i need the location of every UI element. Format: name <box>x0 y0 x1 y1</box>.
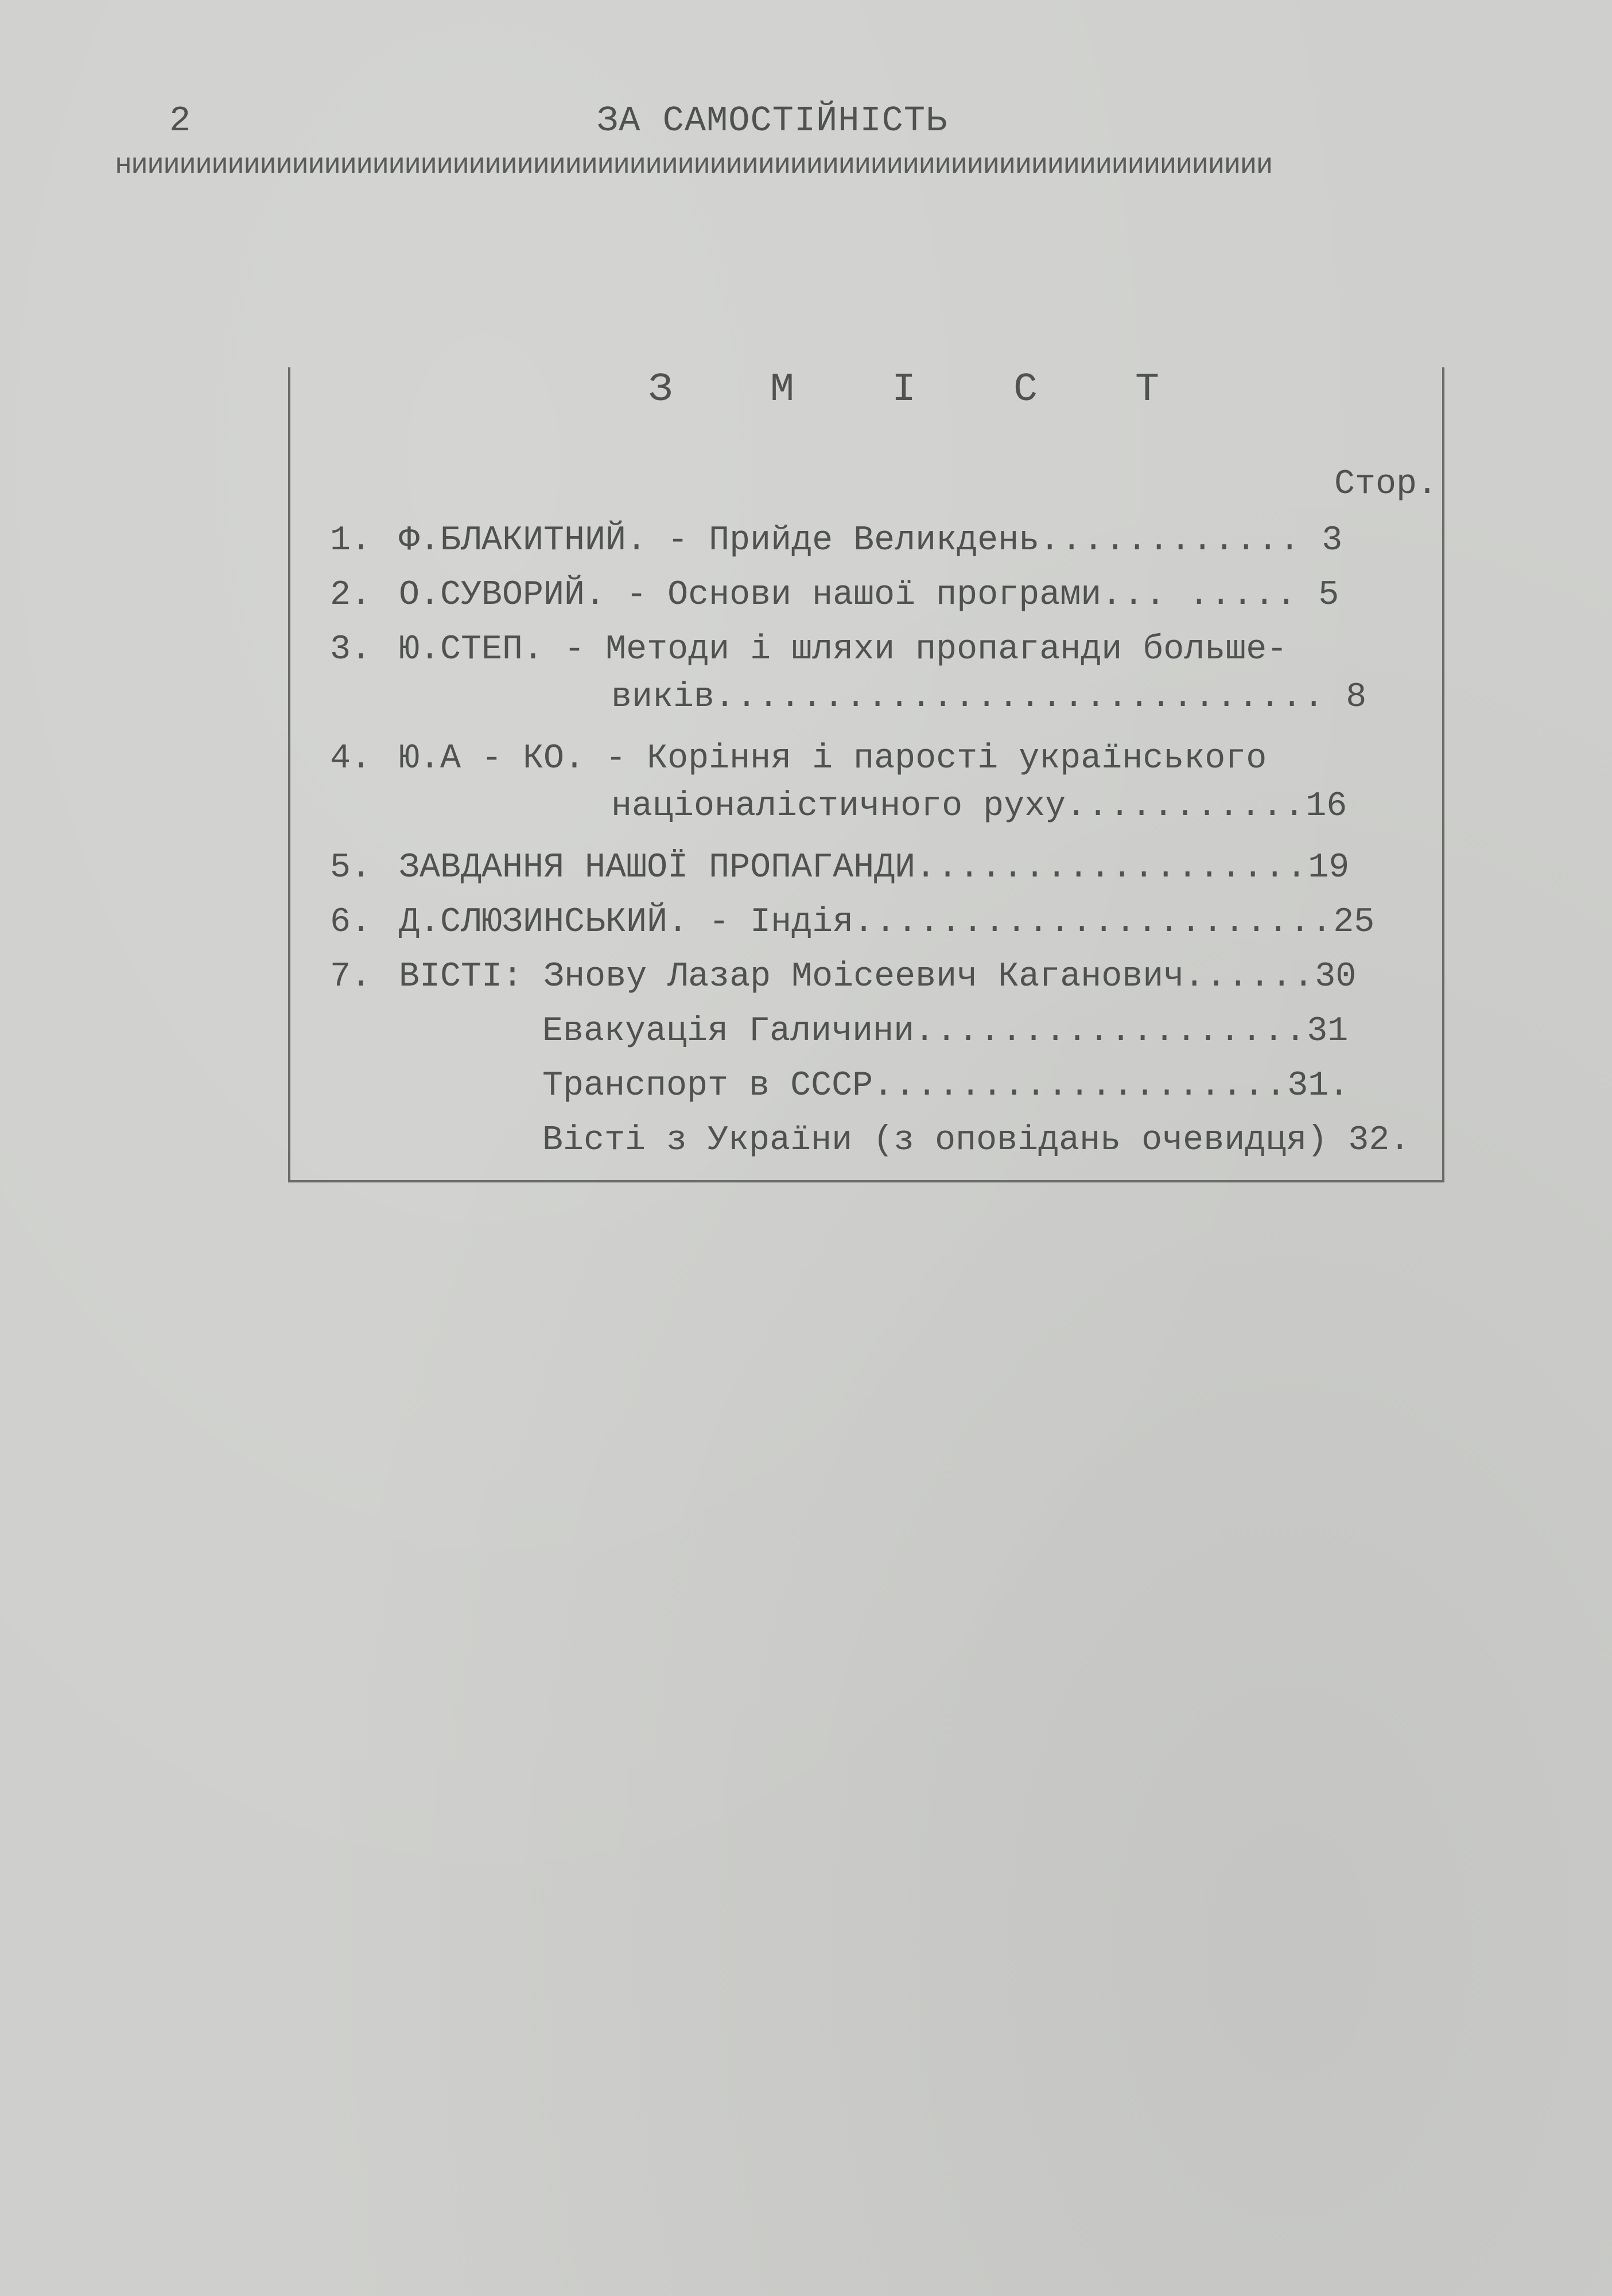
toc-entry-3-continuation <box>330 677 1443 718</box>
toc-entry-title: Індія <box>750 903 854 942</box>
toc-leader-dots: .................. <box>915 848 1308 887</box>
contents-title: З М І С Т <box>648 367 1197 413</box>
toc-news-item-1 <box>330 1004 1443 1059</box>
toc-entry-title: Методи і шляхи пропаганди больше- <box>605 630 1288 669</box>
toc-entry-4: 4. Ю.А - КО. - Коріння і парості українського <box>330 732 1443 786</box>
toc-entry-author: Д.СЛЮЗИНСЬКИЙ. <box>399 903 689 942</box>
toc-news-page: 31. <box>1287 1066 1350 1106</box>
toc-news-item-3 <box>330 1114 1443 1168</box>
toc-news-title: Вісті з України (з оповідань очевидця) <box>542 1121 1328 1160</box>
toc-entry-title-continuation: виків <box>611 678 715 717</box>
page-number: 2 <box>169 100 191 141</box>
header-rule: ниииииииииииииииииииииииииииииииииииииииииииииииииииииииииииииииииииииии <box>115 149 1272 182</box>
toc-leader-dots: .................. <box>914 1012 1307 1051</box>
toc-entry-author: О.СУВОРИЙ. <box>399 576 606 615</box>
table-of-contents <box>330 514 1443 1168</box>
page-header <box>169 100 1420 146</box>
toc-entry-title: Коріння і парості українського <box>647 739 1267 778</box>
toc-entry-7 <box>330 950 1443 1004</box>
toc-entry-title: Прийде Великдень <box>709 521 1040 560</box>
publication-title: ЗА САМОСТІЙНІСТЬ <box>597 100 948 141</box>
toc-news-item-2 <box>330 1059 1443 1114</box>
toc-leader-dots: ............................ <box>714 678 1326 717</box>
toc-entry-page: 19 <box>1308 848 1350 887</box>
toc-entry-2: 2. О.СУВОРИЙ. - Основи нашої програми... ..... 5 <box>330 568 1443 623</box>
toc-entry-author: Ю.СТЕП. <box>399 630 544 669</box>
toc-entry-page: 3 <box>1322 521 1343 560</box>
toc-news-page: 31 <box>1307 1012 1349 1051</box>
toc-leader-dots: ... ..... <box>1101 576 1298 615</box>
toc-entry-page: 30 <box>1315 957 1357 996</box>
toc-entry-1: 1. Ф.БЛАКИТНИЙ. - Прийде Великдень............ 3 <box>330 514 1443 568</box>
toc-leader-dots: ...... <box>1184 957 1315 996</box>
toc-leader-dots: ...................... <box>853 903 1334 942</box>
toc-entry-4-continuation <box>330 786 1443 827</box>
toc-leader-dots: ............ <box>1039 521 1302 560</box>
page-column-label: Стор. <box>1334 465 1438 504</box>
toc-entry-number: 6. <box>330 903 372 942</box>
toc-entry-3: 3. Ю.СТЕП. - Методи і шляхи пропаганди больше- <box>330 623 1443 677</box>
toc-news-title: Транспорт в СССР <box>542 1066 873 1106</box>
toc-entry-page: 25 <box>1333 903 1375 942</box>
toc-entry-title: ЗАВДАННЯ НАШОЇ ПРОПАГАНДИ <box>399 848 916 887</box>
toc-entry-number: 7. <box>330 957 372 996</box>
toc-entry-5 <box>330 841 1443 895</box>
toc-news-title: Евакуація Галичини <box>542 1012 915 1051</box>
toc-entry-author: Ю.А - КО. <box>399 739 585 778</box>
toc-entry-author: Ф.БЛАКИТНИЙ. <box>399 521 647 560</box>
toc-entry-number: 1. <box>330 521 372 560</box>
toc-entry-title: Знову Лазар Моісеевич Каганович <box>543 957 1184 996</box>
toc-entry-number: 4. <box>330 739 372 778</box>
toc-entry-number: 2. <box>330 576 372 615</box>
toc-entry-title-continuation: націоналістичного руху <box>611 787 1066 826</box>
toc-entry-number: 3. <box>330 630 372 669</box>
toc-leader-dots: ........... <box>1066 787 1306 826</box>
toc-entry-title: Основи нашої програми <box>667 576 1102 615</box>
toc-leader-dots: ................... <box>873 1066 1288 1106</box>
toc-entry-6: 6. Д.СЛЮЗИНСЬКИЙ. - Індія......................25 <box>330 895 1443 950</box>
toc-news-page: 32. <box>1348 1121 1411 1160</box>
toc-entry-page: 16 <box>1306 787 1347 826</box>
toc-entry-number: 5. <box>330 848 372 887</box>
toc-entry-author: ВІСТІ: <box>399 957 523 996</box>
toc-entry-page: 5 <box>1318 576 1339 615</box>
toc-entry-page: 8 <box>1346 678 1367 717</box>
